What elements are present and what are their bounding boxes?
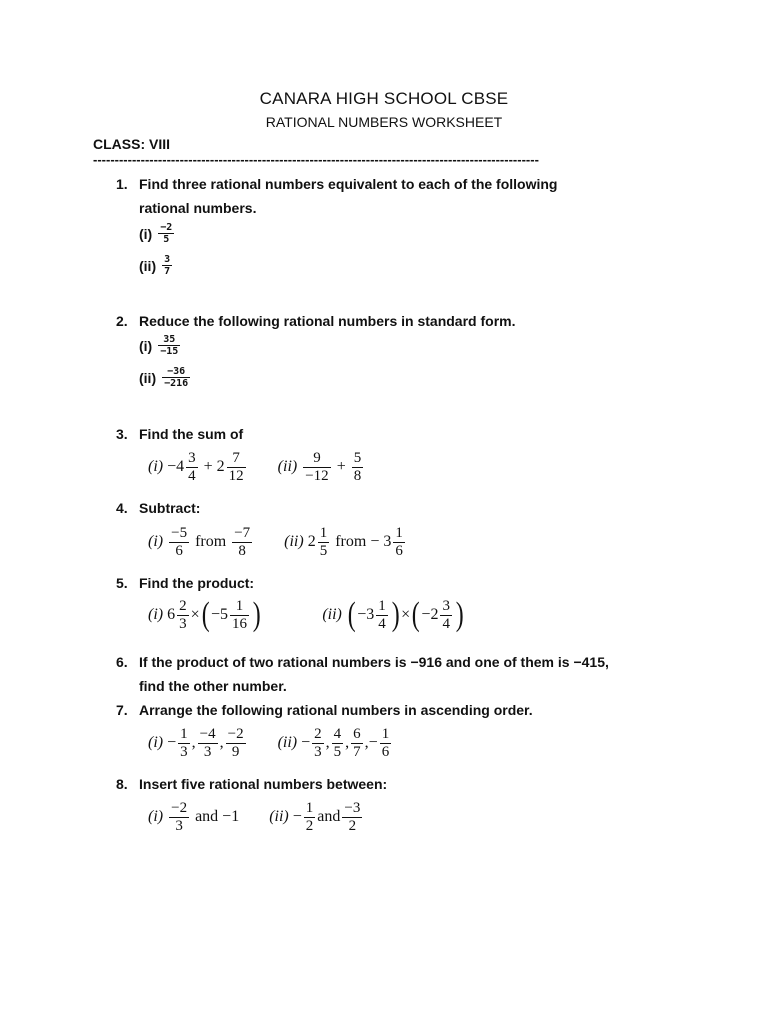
from-word: from [335,533,367,550]
denominator: 3 [180,743,188,760]
part-label: (ii) [269,808,289,825]
fraction [318,525,330,559]
fraction [169,800,189,834]
and-minus-one: and −1 [195,808,240,825]
question-text: Find the product: [139,575,255,591]
part-label: (ii) [139,257,157,274]
times-operator: × [190,606,200,623]
q4-expression [148,525,407,559]
question-text: Find three rational numbers equivalent to each of the following [139,176,558,192]
denominator: −12 [305,467,329,484]
numerator: −7 [234,525,251,541]
denominator: 3 [314,743,322,760]
part-label: (i) [148,734,164,751]
comma: , [219,734,224,751]
denominator: 3 [203,743,212,760]
q3-expression [148,450,365,484]
denominator: 4 [378,615,386,632]
comma: , [345,734,350,751]
denominator: 7 [164,266,171,277]
divider-line: ------------------------------------------------------------------------------------------------------- [93,152,539,167]
fraction [380,726,392,760]
numerator: 35 [163,334,176,345]
numerator: −3 [344,800,361,816]
numerator: −4 [199,726,216,742]
fraction [186,450,198,484]
part-label: (ii) [284,533,304,550]
from-word: from [195,533,227,550]
whole-number: − 3 [370,533,392,550]
numerator: 4 [333,726,342,742]
part-label: (ii) [277,734,298,751]
numerator: 3 [164,254,171,265]
q5-expression: (i) 6 $\frac{2}{3}$ × ( −5 $\frac{1}{16}$ ) (ii) ( −3 $\frac{1}{4}$ ) × ( −2 $\frac{3}{4}$ ) [148,596,464,633]
numerator: 3 [188,450,196,466]
fraction [304,800,316,834]
question-8 [116,772,387,796]
numerator: −2 [227,726,244,742]
fraction [158,222,174,245]
numerator: −36 [167,366,186,377]
question-text: If the product of two rational numbers is −916 and one of them is −415, [139,654,609,670]
fraction [226,726,246,760]
fraction [351,726,363,760]
denominator: 12 [228,467,244,484]
whole-number: 6 [167,606,176,623]
denominator: 2 [305,817,314,834]
numerator: 1 [305,800,314,816]
q2-part-ii [139,366,192,389]
numerator: 1 [180,726,188,742]
denominator: 6 [395,542,403,559]
fraction [332,726,344,760]
question-number: 3. [116,426,128,442]
question-1 [116,172,557,196]
denominator: 6 [175,542,183,559]
fraction [440,598,452,632]
fraction [393,525,405,559]
plus-operator: + [203,458,213,475]
q1-part-ii [139,254,174,277]
numerator: −2 [171,800,188,816]
denominator: 8 [238,542,246,559]
fraction [230,598,249,632]
denominator: 3 [175,817,183,834]
denominator: 8 [353,467,362,484]
part-label: (i) [139,225,153,242]
fraction [169,525,189,559]
fraction [312,726,324,760]
numerator: 1 [378,598,386,614]
question-text: Reduce the following rational numbers in standard form. [139,313,516,329]
fraction [177,598,189,632]
numerator: 3 [442,598,450,614]
denominator: 4 [442,615,450,632]
question-number: 5. [116,575,128,591]
question-number: 2. [116,313,128,329]
question-4 [116,496,200,520]
denominator: −15 [160,346,179,357]
minus-sign: − [167,734,177,751]
question-6 [116,650,609,674]
comma: , [364,734,369,751]
fraction [303,450,330,484]
numerator: 1 [319,525,328,541]
question-number: 7. [116,702,128,718]
q8-expression [148,800,364,834]
numerator: 2 [179,598,187,614]
fraction [352,450,364,484]
whole-number: −3 [357,606,375,623]
q1-part-i [139,222,176,245]
minus-sign: − [368,734,378,751]
part-label: (i) [148,606,164,623]
question-3 [116,422,243,446]
times-operator: × [401,606,411,623]
numerator: −5 [171,525,188,541]
denominator: 16 [232,615,247,632]
part-label: (ii) [277,458,298,475]
question-1-continued: rational numbers. [139,200,257,216]
numerator: 1 [381,726,390,742]
question-text: Subtract: [139,500,201,516]
numerator: −2 [160,222,173,233]
and-word: and [317,808,341,825]
fraction [376,598,388,632]
numerator: 9 [313,450,321,466]
whole-number: 2 [216,458,225,475]
fraction [232,525,252,559]
denominator: 5 [333,743,342,760]
numerator: 1 [235,598,244,614]
denominator: 5 [319,542,328,559]
school-title: CANARA HIGH SCHOOL CBSE [259,89,509,108]
question-5 [116,571,254,595]
denominator: 4 [188,467,196,484]
denominator: 3 [179,615,187,632]
question-2 [116,309,515,333]
denominator: 9 [231,743,240,760]
fraction [162,366,190,389]
question-number: 8. [116,776,128,792]
fraction [198,726,218,760]
part-label: (i) [148,458,164,475]
fraction [342,800,362,834]
plus-operator: + [336,458,346,475]
whole-number: 2 [307,533,316,550]
numerator: 6 [353,726,361,742]
fraction [162,254,172,277]
class-label: CLASS: VIII [93,136,171,152]
denominator: −216 [164,378,189,389]
whole-number: −5 [210,606,228,623]
whole-number: −2 [421,606,439,623]
part-label: (i) [148,533,164,550]
question-7 [116,698,533,722]
minus-sign: − [292,808,302,825]
comma: , [325,734,330,751]
fraction [178,726,190,760]
worksheet-subtitle: RATIONAL NUMBERS WORKSHEET [265,114,503,130]
numerator: 5 [353,450,362,466]
question-number: 6. [116,654,128,670]
part-label: (ii) [139,369,157,386]
question-number: 1. [116,176,128,192]
part-label: (i) [139,337,153,354]
question-6-continued: find the other number. [139,678,287,694]
question-text: Find the sum of [139,426,244,442]
q2-part-i [139,334,182,357]
fraction [158,334,180,357]
part-label: (ii) [322,606,342,623]
denominator: 6 [381,743,390,760]
whole-number: −4 [167,458,185,475]
question-text: Arrange the following rational numbers in ascending order. [139,702,533,718]
part-label: (i) [148,808,164,825]
minus-sign: − [301,734,311,751]
denominator: 5 [163,234,170,245]
question-number: 4. [116,500,128,516]
numerator: 2 [314,726,322,742]
comma: , [191,734,196,751]
fraction [227,450,246,484]
numerator: 1 [395,525,403,541]
question-text: Insert five rational numbers between: [139,776,388,792]
denominator: 2 [348,817,357,834]
denominator: 7 [353,743,361,760]
numerator: 7 [232,450,240,466]
q7-expression [148,726,393,760]
